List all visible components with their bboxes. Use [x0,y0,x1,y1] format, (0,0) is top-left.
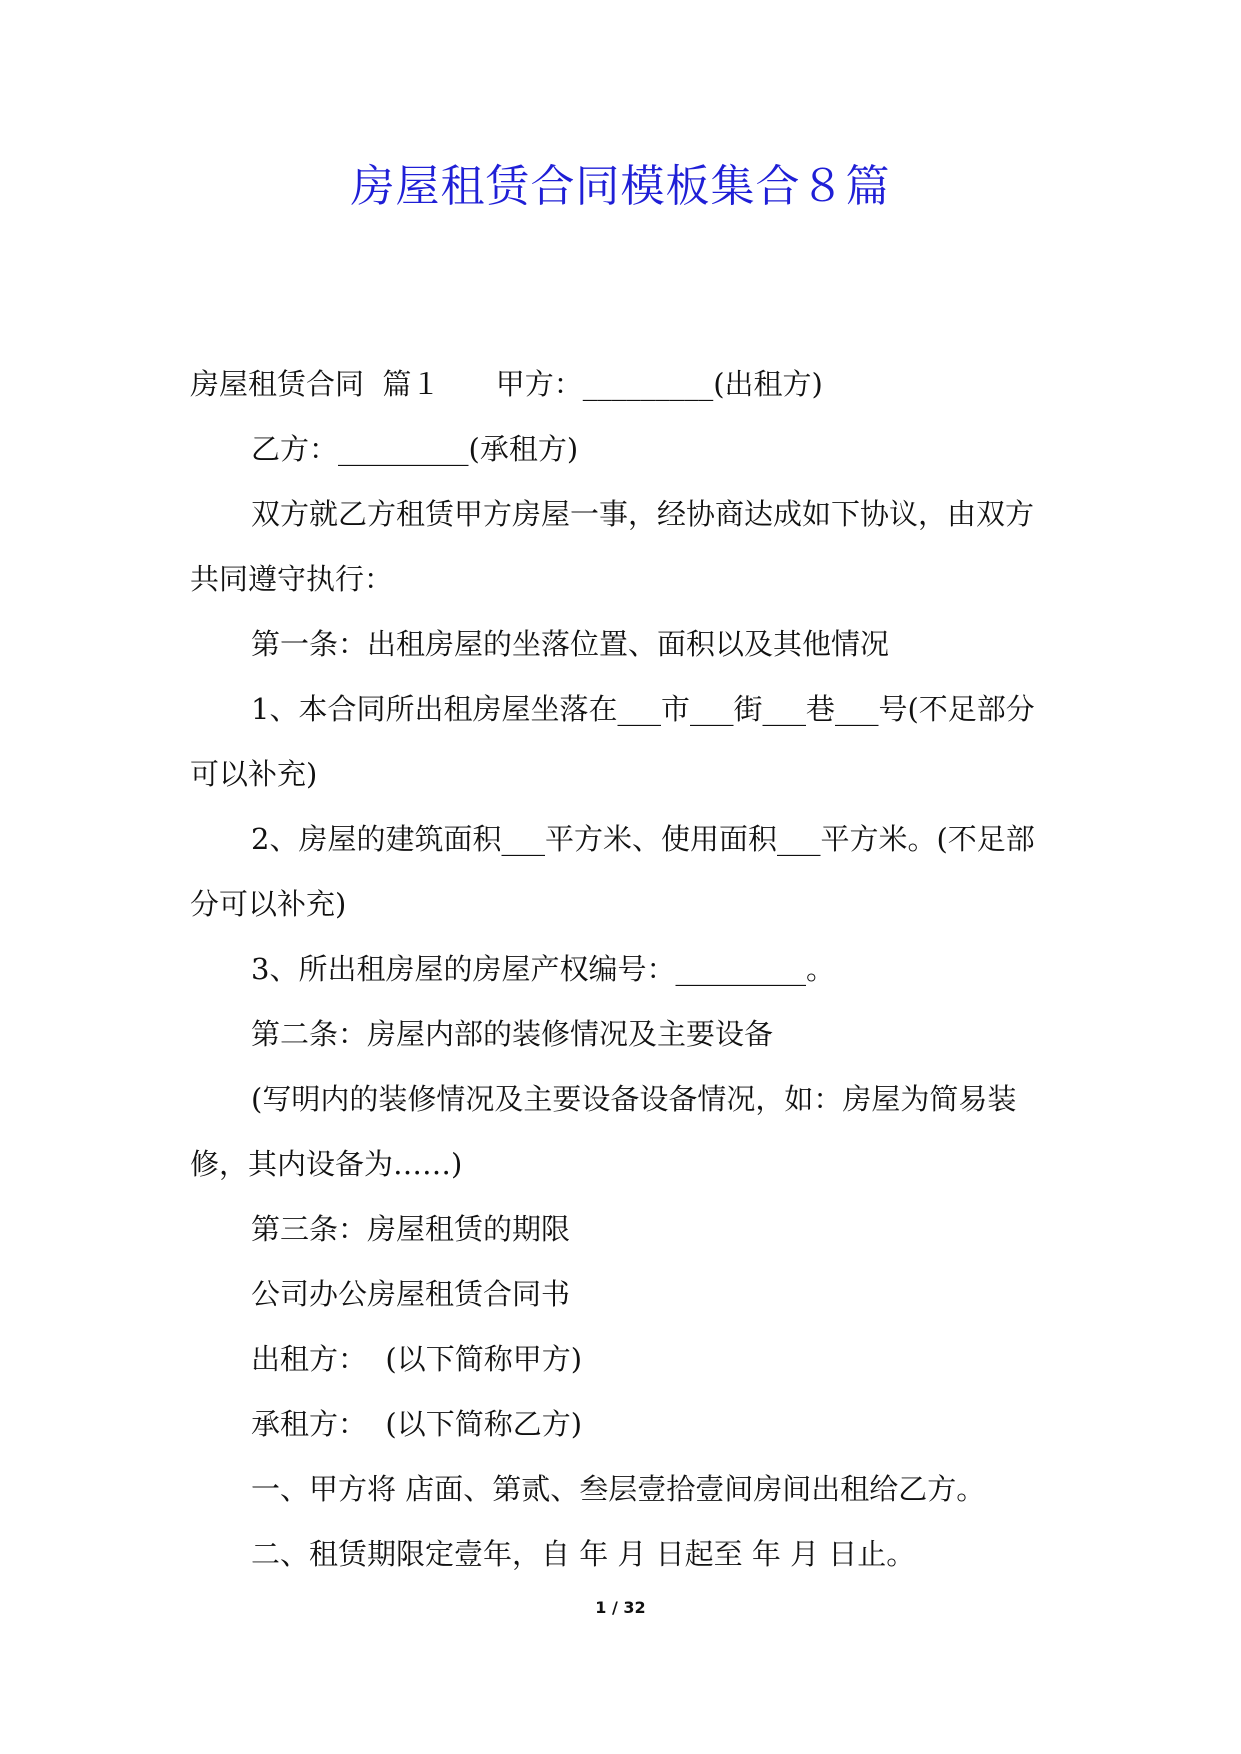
article-one-item-1: 1、本合同所出租房屋坐落在___市___街___巷___号(不足部分可以补充) [190,692,1035,791]
article-two-heading: 第二条：房屋内部的装修情况及主要设备 [251,1017,774,1051]
clause-two: 二、租赁期限定壹年，自 年 月 日起至 年 月 日止。 [251,1537,916,1571]
article-one-heading: 第一条：出租房屋的坐落位置、面积以及其他情况 [251,627,890,661]
party-b-line: 乙方：_________(承租方) [251,432,579,466]
article-one-item-2: 2、房屋的建筑面积___平方米、使用面积___平方米。(不足部分可以补充) [190,822,1035,921]
page-title: 房屋租赁合同模板集合８篇 [350,161,891,212]
lessor-line: 出租方： (以下简称甲方) [251,1342,583,1376]
office-contract-title: 公司办公房屋租赁合同书 [251,1277,571,1311]
page-number: 1 / 32 [595,1598,646,1617]
article-two-note: (写明内的装修情况及主要设备设备情况，如：房屋为简易装修，其内设备为……) [190,1082,1017,1181]
agreement-intro: 双方就乙方租赁甲方房屋一事，经协商达成如下协议，由双方共同遵守执行： [190,497,1035,596]
article-three-heading: 第三条：房屋租赁的期限 [251,1212,571,1246]
article-one-item-3: 3、所出租房屋的房屋产权编号：_________。 [251,952,835,986]
document-body [190,352,1050,1587]
lessee-line: 承租方： (以下简称乙方) [251,1407,583,1441]
contract-heading-party-a: 房屋租赁合同 篇１ 甲方：_________(出租方) [190,367,823,401]
clause-one: 一、甲方将 店面、第贰、叁层壹拾壹间房间出租给乙方。 [251,1472,986,1506]
